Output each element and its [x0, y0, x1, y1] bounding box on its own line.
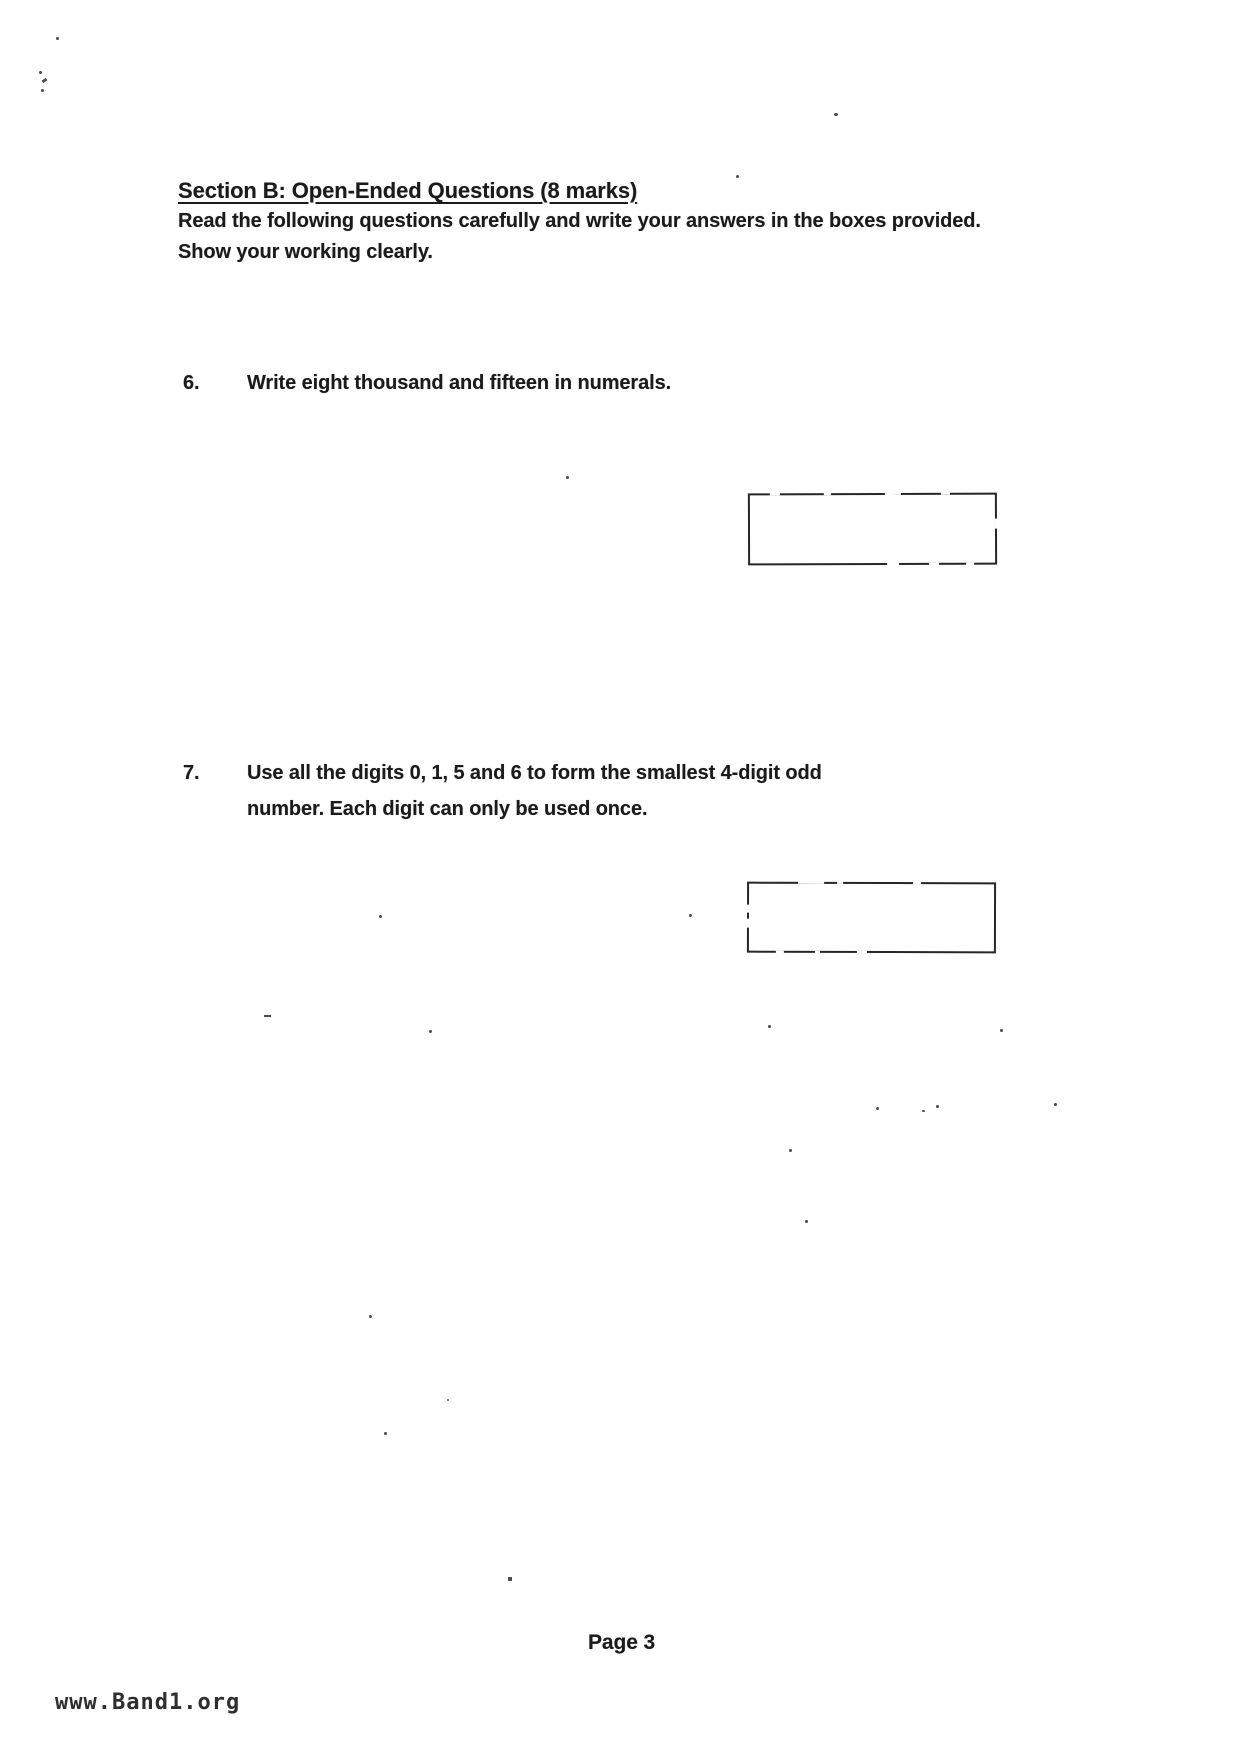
scan-speck [1054, 1103, 1057, 1106]
question-7-text-line-2: number. Each digit can only be used once. [247, 798, 648, 820]
question-6-number: 6. [183, 372, 200, 394]
scan-speck [736, 175, 739, 178]
question-7-number: 7. [183, 762, 200, 784]
watermark-url: www.Band1.org [55, 1690, 241, 1715]
scan-speck [789, 1149, 792, 1152]
scan-speck [566, 476, 569, 479]
scan-speck [42, 78, 48, 83]
question-6-text: Write eight thousand and fifteen in numerals. [247, 372, 672, 394]
scan-speck [429, 1030, 432, 1033]
scan-speck [508, 1577, 512, 1581]
scan-speck [805, 1220, 808, 1223]
scan-speck [876, 1107, 879, 1110]
scan-speck [922, 1110, 925, 1112]
scan-speck [1000, 1029, 1003, 1032]
question-7-answer-box [747, 882, 996, 954]
scan-speck [384, 1432, 387, 1435]
instructions-line-2: Show your working clearly. [178, 241, 433, 263]
scan-speck [39, 71, 42, 74]
scan-speck [447, 1399, 449, 1401]
scan-speck [264, 1015, 271, 1017]
scan-speck [768, 1025, 771, 1028]
scan-speck [369, 1315, 372, 1318]
instructions-line-1: Read the following questions carefully and write your answers in the boxes provided. [178, 210, 981, 232]
page-number-label: Page 3 [588, 1631, 656, 1654]
scan-speck [379, 915, 382, 918]
scan-speck [834, 113, 838, 116]
scan-speck [56, 37, 59, 40]
scan-speck [689, 914, 692, 917]
question-7-text-line-1: Use all the digits 0, 1, 5 and 6 to form the smallest 4-digit odd [247, 762, 822, 784]
scan-speck [936, 1105, 939, 1108]
question-6-answer-box [748, 493, 997, 566]
section-heading: Section B: Open-Ended Questions (8 marks) [178, 178, 638, 203]
scan-speck [41, 89, 44, 92]
